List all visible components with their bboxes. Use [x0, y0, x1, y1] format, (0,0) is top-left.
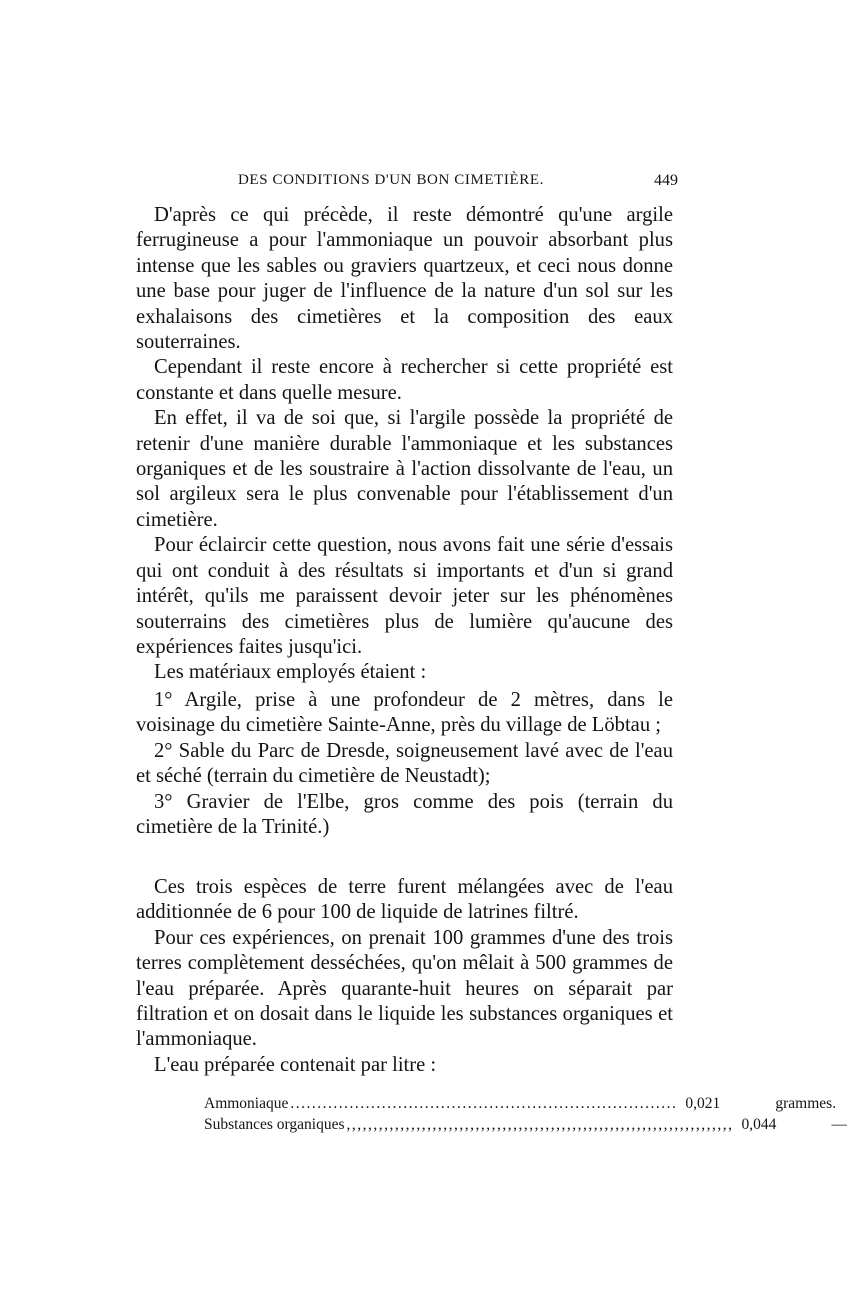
dot-leader: ,,,,,,,,,,,,,,,,,,,,,,,,,,,,,,,,,,,,,,,,,,,,,,,,,,,,,,,,,,,,,,,,,,,,,,,,: [346, 1116, 734, 1133]
row-unit: grammes.: [775, 1095, 837, 1112]
materials-list: [136, 688, 673, 840]
row-value: 0,021: [685, 1095, 721, 1112]
text-block-intro: [136, 203, 673, 686]
table-row: [204, 1114, 847, 1135]
row-unit: —: [831, 1116, 847, 1133]
paragraph-6: Ces trois espèces de terre furent mélangées avec de l'eau additionnée de 6 pour 100 de liquide de latrines filtré.: [136, 876, 673, 924]
paragraph-4: Pour éclaircir cette question, nous avons fait une série d'essais qui ont conduit à des résultats si importants et d'un si grand intérêt, qu'ils me paraissent devoir jeter sur les phénomènes souterrains des cimetières plus de lumière qu'aucune des expériences faites jusqu'ici.: [136, 534, 673, 658]
composition-table: [204, 1093, 847, 1135]
table-row: [204, 1093, 837, 1114]
paragraph-7: Pour ces expériences, on prenait 100 grammes d'une des trois terres complètement desséchées, qu'on mêlait à 500 grammes de l'eau préparée. Après quarante-huit heures on séparait par filtration et on dosait dans le liquide les substances organiques et l'ammoniaque.: [136, 926, 673, 1051]
paragraph-2: Cependant il reste encore à rechercher si cette propriété est constante et dans quelle mesure.: [136, 356, 673, 404]
page-number: 449: [654, 172, 678, 189]
row-value: 0,044: [741, 1116, 777, 1133]
running-header: [238, 172, 678, 194]
list-item: 3° Gravier de l'Elbe, gros comme des pois (terrain du cimetière de la Trinité.): [136, 790, 673, 839]
dot-leader: ........................................................................: [290, 1095, 678, 1112]
paragraph-1: D'après ce qui précède, il reste démontré qu'une argile ferrugineuse a pour l'ammoniaque un pouvoir absorbant plus intense que les sables ou graviers quartzeux, et ceci nous donne une base pour juger de l'influence de la nature d'un sol sur les exhalaisons des cimetières et la composition des eaux souterraines.: [136, 204, 673, 354]
running-title: DES CONDITIONS D'UN BON CIMETIÈRE.: [238, 172, 545, 188]
paragraph-8: L'eau préparée contenait par litre :: [154, 1053, 437, 1076]
paragraph-3: En effet, il va de soi que, si l'argile possède la propriété de retenir d'une manière durable l'ammoniaque et les substances organiques et de les soustraire à l'action dissolvante de l'eau, un sol argileux sera le plus convenable pour l'établissement d'un cimetière.: [136, 407, 673, 531]
row-label: Ammoniaque: [204, 1095, 289, 1112]
paragraph-5: Les matériaux employés étaient :: [154, 661, 427, 684]
list-item: 1° Argile, prise à une profondeur de 2 mètres, dans le voisinage du cimetière Sainte-Anne, près du village de Löbtau ;: [136, 689, 673, 737]
text-block-method: [136, 875, 673, 1078]
list-item: 2° Sable du Parc de Dresde, soigneusement lavé avec de l'eau et séché (terrain du cimetière de Neustadt);: [136, 739, 673, 788]
row-label: Substances organiques: [204, 1116, 345, 1133]
